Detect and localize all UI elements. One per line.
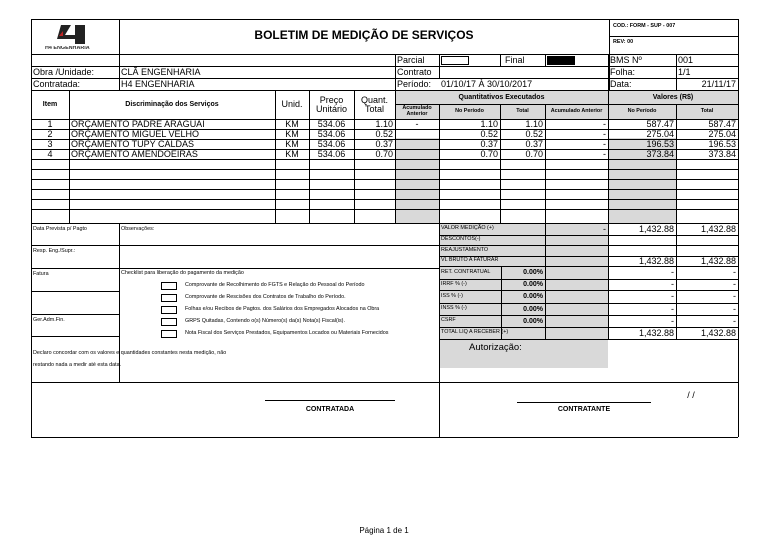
summary-acum bbox=[545, 303, 608, 315]
grid-line bbox=[608, 54, 609, 90]
row-desc: ORÇAMENTO PADRE ARAGUAI bbox=[71, 119, 205, 129]
grid-line bbox=[119, 223, 120, 382]
row-q-total: 0.37 bbox=[525, 139, 543, 149]
grid-line bbox=[439, 66, 440, 78]
grid-line bbox=[609, 19, 610, 90]
summary-label: IRRF % (-) bbox=[441, 280, 467, 287]
checklist-checkbox[interactable] bbox=[161, 318, 177, 326]
row-item: 3 bbox=[47, 139, 53, 149]
summary-total: 1,432.88 bbox=[700, 223, 736, 234]
row-desc: ORÇAMENTO TUPY CALDAS bbox=[71, 139, 195, 149]
grid-line bbox=[31, 139, 738, 140]
summary-periodo bbox=[608, 245, 676, 256]
data-prevista-label: Data Prevista p/ Pagto bbox=[33, 226, 87, 233]
data-value: 21/11/17 bbox=[701, 78, 736, 89]
row-v-total: 275.04 bbox=[708, 129, 736, 139]
row-preco: 534.06 bbox=[317, 129, 346, 139]
row-item: 1 bbox=[47, 119, 53, 129]
checklist-title: Checklist para liberação do pagamento da medição bbox=[121, 270, 244, 277]
grid-line bbox=[439, 245, 738, 246]
summary-label: REAJUSTAMENTO bbox=[441, 246, 489, 253]
grid-line bbox=[439, 279, 738, 280]
row-item: 2 bbox=[47, 129, 53, 139]
summary-acum bbox=[545, 256, 608, 266]
measurement-bulletin bbox=[31, 19, 738, 437]
row-q-total: 0.52 bbox=[525, 129, 543, 139]
checklist-checkbox[interactable] bbox=[161, 306, 177, 314]
final-checkbox[interactable] bbox=[547, 56, 575, 65]
grid-line bbox=[545, 223, 546, 339]
row-q-total: 0.70 bbox=[525, 149, 543, 159]
col-v-acum: Acumulado Anterior bbox=[550, 107, 603, 114]
row-q-periodo: 0.70 bbox=[480, 149, 498, 159]
grid-line bbox=[395, 90, 396, 223]
summary-label: VALOR MEDIÇÃO (+) bbox=[441, 225, 494, 232]
checklist-item: Comprovante de Rescisões dos Contratos de Trabalho do Período. bbox=[185, 294, 346, 301]
summary-total: - bbox=[733, 279, 736, 289]
grid-line bbox=[31, 149, 738, 150]
col-item: Item bbox=[42, 101, 58, 108]
col-valores: Valores (R$) bbox=[652, 93, 694, 101]
summary-pct: 0.00% bbox=[523, 305, 543, 313]
row-unid: KM bbox=[285, 129, 299, 139]
row-v-periodo: 373.84 bbox=[646, 149, 674, 159]
summary-pct: 0.00% bbox=[523, 281, 543, 288]
summary-periodo: 1,432.88 bbox=[638, 223, 674, 234]
summary-total: - bbox=[733, 315, 736, 326]
summary-label: TOTAL LIQ A RECEBER (+) bbox=[441, 329, 509, 336]
summary-label: CSRF bbox=[441, 317, 456, 324]
checklist-item: Comprovante de Recolhimento do FGTS e Relação do Pessoal do Período bbox=[185, 282, 365, 289]
grid-line bbox=[31, 336, 119, 337]
row-unid: KM bbox=[285, 119, 299, 129]
row-q-acum bbox=[395, 149, 439, 159]
grid-line bbox=[501, 266, 502, 339]
summary-total bbox=[676, 235, 738, 245]
summary-label: VL BRUTO A FATURAR bbox=[441, 257, 499, 264]
summary-periodo bbox=[608, 235, 676, 245]
col-preco: Preço Unitário bbox=[315, 94, 347, 114]
grid-line bbox=[31, 382, 738, 383]
summary-periodo: - bbox=[671, 267, 674, 277]
summary-label: RET. CONTRATUAL bbox=[441, 268, 491, 275]
row-preco: 534.06 bbox=[317, 139, 346, 149]
summary-acum bbox=[545, 327, 608, 339]
summary-pct bbox=[501, 256, 545, 266]
summary-acum bbox=[545, 235, 608, 245]
summary-total: - bbox=[733, 303, 736, 314]
summary-pct bbox=[501, 245, 545, 256]
contratada-signature-label: CONTRATADA bbox=[305, 405, 355, 413]
grid-line bbox=[275, 90, 276, 223]
summary-pct: 0.00% bbox=[523, 269, 543, 276]
grid-line bbox=[31, 209, 738, 210]
summary-acum bbox=[545, 315, 608, 327]
summary-periodo: - bbox=[671, 315, 674, 326]
row-q-acum bbox=[395, 139, 439, 149]
grid-line bbox=[439, 235, 738, 236]
row-unid: KM bbox=[285, 139, 299, 149]
grid-line bbox=[31, 199, 738, 200]
contrato-label: Contrato bbox=[397, 66, 432, 77]
grid-line bbox=[31, 169, 738, 170]
row-desc: ORÇAMENTO MIGUEL VELHO bbox=[71, 129, 200, 139]
row-item: 4 bbox=[47, 149, 53, 159]
col-v-periodo: No Período bbox=[627, 107, 657, 114]
row-preco: 534.06 bbox=[317, 149, 346, 159]
resp-label: Resp. Eng./Supr.: bbox=[33, 248, 76, 255]
row-quant: 0.52 bbox=[375, 129, 393, 139]
summary-total: - bbox=[733, 291, 736, 301]
grid-line bbox=[395, 104, 738, 105]
grid-line bbox=[608, 90, 609, 223]
row-v-periodo: 196.53 bbox=[646, 139, 674, 149]
summary-acum bbox=[545, 279, 608, 290]
col-unid: Unid. bbox=[281, 99, 303, 109]
periodo-value: 01/10/17 À 30/10/2017 bbox=[441, 78, 533, 89]
col-q-periodo: No Período bbox=[455, 107, 484, 114]
logo-caption: H4 ENGENHARIA bbox=[45, 46, 90, 51]
grid-line bbox=[309, 90, 310, 223]
summary-pct: 0.00% bbox=[523, 293, 543, 300]
obra-value: CLÃ ENGENHARIA bbox=[121, 66, 201, 77]
summary-label: DESCONTOS(-) bbox=[441, 236, 481, 243]
data-label: Data: bbox=[610, 78, 632, 89]
ger-label: Ger.Adm.Fin. bbox=[33, 317, 65, 324]
final-label: Final bbox=[505, 54, 525, 65]
summary-periodo: - bbox=[671, 279, 674, 289]
obra-label: Obra /Unidade: bbox=[33, 66, 95, 77]
grid-line bbox=[608, 223, 609, 339]
summary-total bbox=[676, 245, 738, 256]
parcial-label: Parcial bbox=[397, 54, 425, 65]
grid-line bbox=[31, 90, 738, 91]
document-title: BOLETIM DE MEDIÇÃO DE SERVIÇOS bbox=[254, 28, 474, 42]
row-q-periodo: 0.52 bbox=[480, 129, 498, 139]
declaro-line-2: restando nada a medir até esta data. bbox=[33, 362, 122, 369]
summary-label: ISS % (-) bbox=[441, 292, 463, 299]
row-v-total: 196.53 bbox=[708, 139, 736, 149]
col-q-acum: Acumulado Anterior bbox=[402, 105, 432, 117]
summary-acum bbox=[545, 245, 608, 256]
checklist-checkbox[interactable] bbox=[161, 282, 177, 290]
row-v-total: 587.47 bbox=[708, 119, 736, 129]
grid-line bbox=[439, 315, 738, 316]
summary-acum: - bbox=[603, 223, 606, 234]
row-q-total: 1.10 bbox=[525, 119, 543, 129]
summary-label: INSS % (-) bbox=[441, 305, 467, 312]
contratante-signature-label: CONTRATANTE bbox=[557, 405, 611, 413]
row-v-periodo: 587.47 bbox=[646, 119, 674, 129]
summary-acum bbox=[545, 266, 608, 279]
declaro-line-1: Declaro concordar com os valores e quantidades constantes nesta medição, não bbox=[33, 350, 227, 357]
row-quant: 0.70 bbox=[375, 149, 393, 159]
summary-acum bbox=[545, 290, 608, 303]
row-quant: 1.10 bbox=[375, 119, 393, 129]
grid-line bbox=[31, 437, 738, 438]
summary-periodo: 1,432.88 bbox=[638, 256, 674, 266]
col-q-total: Total bbox=[516, 107, 529, 114]
grid-line bbox=[31, 268, 439, 269]
grid-line bbox=[31, 223, 738, 224]
grid-line bbox=[676, 54, 677, 90]
row-v-acum: - bbox=[603, 129, 606, 139]
grid-line bbox=[31, 245, 439, 246]
row-desc: ORÇAMENTO AMENDOEIRAS bbox=[71, 149, 198, 159]
grid-line bbox=[31, 66, 738, 67]
col-quant: Quant. Total bbox=[360, 94, 389, 114]
grid-line bbox=[31, 119, 738, 120]
grid-line bbox=[69, 90, 70, 223]
grid-line bbox=[500, 104, 501, 223]
row-q-periodo: 1.10 bbox=[480, 119, 498, 129]
col-v-total: Total bbox=[700, 107, 714, 114]
row-q-acum bbox=[395, 129, 439, 139]
grid-line bbox=[439, 266, 738, 267]
bms-label: BMS Nº bbox=[610, 54, 642, 65]
grid-line bbox=[676, 223, 677, 339]
checklist-item: Folhas e/ou Recibos de Pagtos. dos Salários dos Empregados Alocados na Obra bbox=[185, 306, 380, 313]
grid-line bbox=[31, 78, 738, 79]
grid-line bbox=[31, 291, 119, 292]
grid-line bbox=[439, 303, 738, 304]
folha-label: Folha: bbox=[610, 66, 636, 77]
row-q-periodo: 0.37 bbox=[480, 139, 498, 149]
fatura-label: Fatura bbox=[33, 271, 49, 278]
grid-line bbox=[500, 54, 501, 66]
grid-line bbox=[31, 159, 738, 160]
row-quant: 0.37 bbox=[375, 139, 393, 149]
periodo-label: Período: bbox=[397, 78, 432, 89]
form-code: COD.: FORM - SUP - 007 bbox=[613, 23, 676, 30]
grid-line bbox=[265, 400, 395, 401]
h4-logo-mark bbox=[41, 22, 111, 46]
grid-line bbox=[31, 54, 738, 55]
summary-total: 1,432.88 bbox=[700, 256, 736, 266]
row-v-periodo: 275.04 bbox=[646, 129, 674, 139]
row-q-acum: - bbox=[415, 119, 419, 129]
checklist-checkbox[interactable] bbox=[161, 294, 177, 302]
grid-line bbox=[31, 19, 738, 20]
checklist-item: GRPS Quitadas, Contendo o(s) Número(s) da(s) Nota(s) Fiscal(is). bbox=[185, 318, 345, 325]
grid-line bbox=[676, 104, 677, 223]
grid-line bbox=[31, 19, 32, 437]
grid-line bbox=[609, 36, 738, 37]
grid-line bbox=[31, 179, 738, 180]
grid-line bbox=[354, 90, 355, 223]
folha-value: 1/1 bbox=[678, 66, 691, 77]
summary-periodo: - bbox=[671, 303, 674, 314]
summary-total: 1,432.88 bbox=[700, 327, 736, 338]
grid-line bbox=[31, 129, 738, 130]
grid-line bbox=[31, 189, 738, 190]
contratada-value: H4 ENGENHARIA bbox=[121, 78, 195, 89]
checklist-checkbox[interactable] bbox=[161, 330, 177, 338]
grid-line bbox=[545, 104, 546, 223]
row-v-acum: - bbox=[603, 149, 606, 159]
parcial-checkbox[interactable] bbox=[441, 56, 469, 65]
summary-total: - bbox=[733, 267, 736, 277]
col-quantitativos: Quantitativos Executados bbox=[458, 93, 545, 101]
grid-line bbox=[439, 339, 738, 340]
row-preco: 534.06 bbox=[317, 119, 346, 129]
summary-periodo: 1,432.88 bbox=[638, 327, 674, 338]
row-v-acum: - bbox=[603, 139, 606, 149]
contratada-label: Contratada: bbox=[33, 78, 81, 89]
grid-line bbox=[439, 104, 440, 223]
row-v-total: 373.84 bbox=[708, 149, 736, 159]
autorizacao-label: Autorização: bbox=[469, 342, 522, 354]
page-number: Página 1 de 1 bbox=[359, 526, 409, 535]
grid-line bbox=[395, 54, 396, 90]
summary-pct bbox=[501, 235, 545, 245]
grid-line bbox=[439, 256, 738, 257]
summary-pct bbox=[501, 223, 545, 235]
col-discriminacao: Discriminação dos Serviços bbox=[125, 101, 219, 108]
grid-line bbox=[738, 19, 739, 437]
date-slashes: / / bbox=[687, 389, 695, 400]
summary-pct: 0.00% bbox=[523, 317, 543, 325]
row-v-acum: - bbox=[603, 119, 606, 129]
grid-line bbox=[545, 54, 546, 66]
summary-pct bbox=[501, 327, 545, 339]
checklist-item: Nota Fiscal dos Serviços Prestados, Equipamentos Locados ou Materiais Fornecidos bbox=[185, 330, 389, 337]
summary-periodo: - bbox=[671, 291, 674, 301]
grid-line bbox=[439, 54, 440, 66]
row-unid: KM bbox=[285, 149, 299, 159]
grid-line bbox=[439, 327, 738, 328]
revision: REV: 00 bbox=[613, 39, 634, 46]
bms-value: 001 bbox=[678, 54, 694, 65]
grid-line bbox=[439, 290, 738, 291]
grid-line bbox=[31, 314, 119, 315]
observacoes-label: Observações: bbox=[121, 226, 155, 233]
